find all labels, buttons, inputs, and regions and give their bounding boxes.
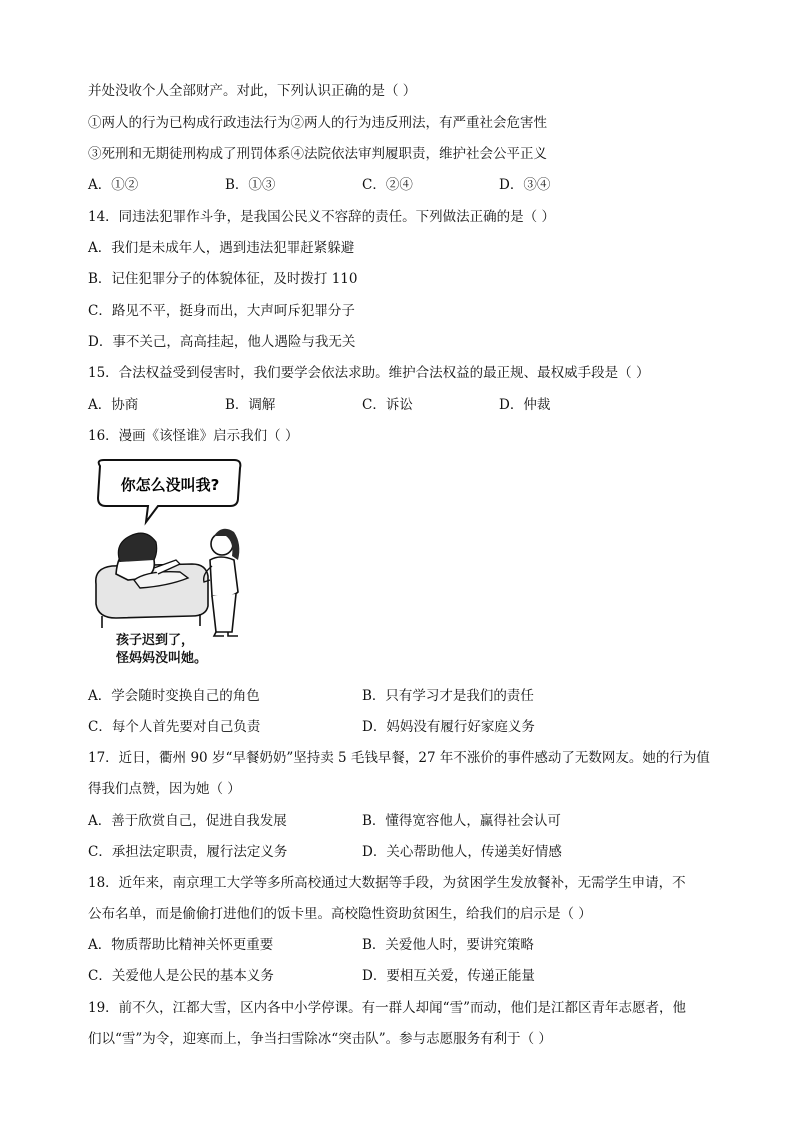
q19-stem-line-2: 们以“雪”为令，迎寒而上，争当扫雪除冰“突击队”。参与志愿服务有利于（ ）: [88, 1031, 552, 1047]
q16-stem: 16．漫画《该怪谁》启示我们（ ）: [88, 428, 299, 444]
cartoon-caption: [116, 632, 207, 668]
speech-bubble-text: 你怎么没叫我?: [120, 476, 220, 494]
q17-option-d: D．关心帮助他人，传递美好情感: [362, 844, 562, 860]
q13-statements-2: ③死刑和无期徒刑构成了刑罚体系④法院依法审判履职责，维护社会公平正义: [88, 146, 547, 162]
q13-option-b: B．①③: [225, 177, 276, 193]
cartoon-caption-line-1: 孩子迟到了，: [116, 633, 195, 648]
q17-stem-line-2: 得我们点赞，因为她（ ）: [88, 781, 241, 797]
mother-skirt: [212, 594, 236, 632]
q18-stem-line-2: 公布名单，而是偷偷打进他们的饭卡里。高校隐性资助贫困生，给我们的启示是（ ）: [88, 906, 592, 922]
q13-option-c: C．②④: [362, 177, 413, 193]
cartoon-caption-line-2: 怪妈妈没叫她。: [116, 651, 208, 666]
q18-stem-line-1: 18．近年来，南京理工大学等多所高校通过大数据等手段，为贫困学生发放餐补，无需学生申请，不: [88, 875, 686, 891]
child-hair: [118, 533, 156, 562]
q17-option-a: A．善于欣赏自己，促进自我发展: [88, 813, 287, 829]
q18-option-c: C．关爱他人是公民的基本义务: [88, 968, 274, 984]
q13-options: [88, 176, 648, 194]
q15-option-a: A．协商: [88, 397, 139, 413]
q19-stem-line-1: 19．前不久，江都大雪，区内各中小学停课。有一群人却闻“雪”而动，他们是江都区青年志愿者，他: [88, 1000, 686, 1016]
q13-statements-1: ①两人的行为已构成行政违法行为②两人的行为违反刑法，有严重社会危害性: [88, 115, 547, 131]
q15-option-d: D．仲裁: [499, 397, 551, 413]
q17-option-c: C．承担法定职责，履行法定义务: [88, 844, 288, 860]
q17-option-b: B．懂得宽容他人，赢得社会认可: [362, 813, 561, 829]
q14-option-a: A．我们是未成年人，遇到违法犯罪赶紧躲避: [88, 240, 355, 256]
q13-option-d: D．③④: [499, 177, 551, 193]
q14-option-b: B．记住犯罪分子的体貌体征，及时拨打 110: [88, 271, 358, 287]
q16-option-b: B．只有学习才是我们的责任: [362, 688, 534, 704]
q15-option-c: C．诉讼: [362, 397, 413, 413]
q14-option-c: C．路见不平，挺身而出，大声呵斥犯罪分子: [88, 303, 355, 319]
q13-stem-tail: 并处没收个人全部财产。对此，下列认识正确的是（ ）: [88, 83, 417, 99]
q18-option-b: B．关爱他人时，要讲究策略: [362, 937, 534, 953]
q17-stem-line-1: 17．近日，衢州 90 岁“早餐奶奶”坚持卖 5 毛钱早餐，27 年不涨价的事件感动了无数网友。她的行为值: [88, 750, 710, 766]
q16-option-d: D．妈妈没有履行好家庭义务: [362, 719, 535, 735]
q15-stem: 15．合法权益受到侵害时，我们要学会依法求助。维护合法权益的最正规、最权威手段是（ ）: [88, 365, 650, 381]
q18-option-a: A．物质帮助比精神关怀更重要: [88, 937, 274, 953]
q16-option-c: C．每个人首先要对自己负责: [88, 719, 261, 735]
q16-option-a: A．学会随时变换自己的角色: [88, 688, 260, 704]
q18-option-d: D．要相互关爱，传递正能量: [362, 968, 535, 984]
mother-body: [210, 557, 238, 597]
q15-options: [88, 396, 648, 414]
q14-stem: 14．同违法犯罪作斗争，是我国公民义不容辞的责任。下列做法正确的是（ ）: [88, 209, 555, 225]
q14-option-d: D．事不关己，高高挂起，他人遇险与我无关: [88, 334, 356, 350]
q15-option-b: B．调解: [225, 397, 276, 413]
q13-option-a: A．①②: [88, 177, 139, 193]
